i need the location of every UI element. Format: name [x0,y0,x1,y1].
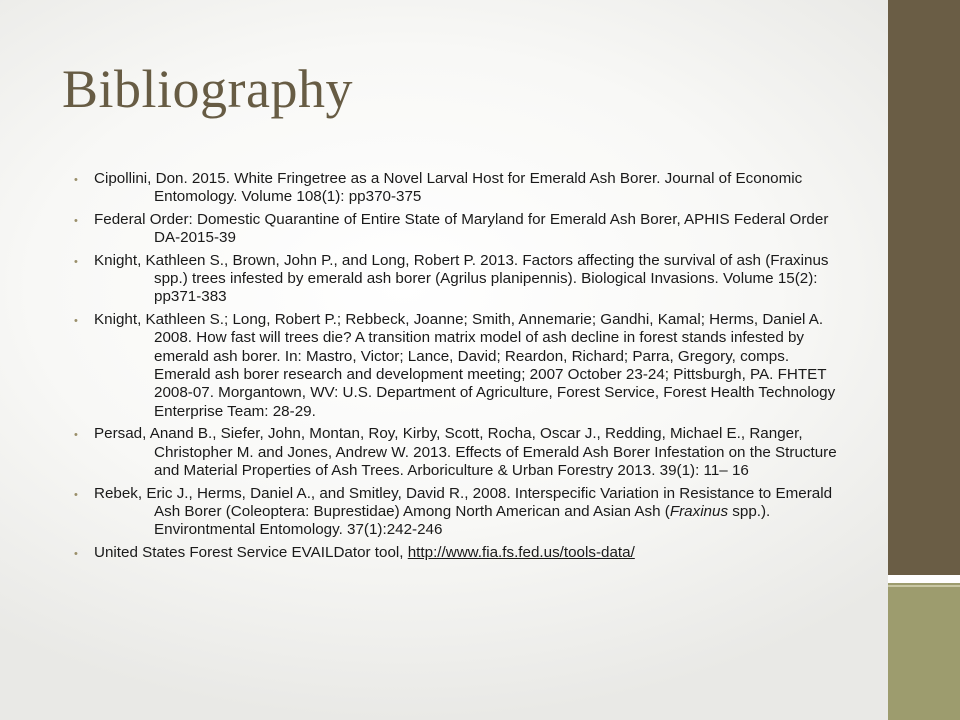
bullet-icon: • [74,429,78,442]
reference-item [74,544,844,562]
reference-text [94,544,844,562]
rebek-text-before: Rebek, Eric J., Herms, Daniel A., and Smitley, David R., 2008. Interspecific Variation in Resistance to Emerald Ash Borer (Coleoptera: Buprestidae) Among North American and Asian Ash ( [94,484,833,520]
reference-item [74,425,844,480]
reference-text: Federal Order: Domestic Quarantine of Entire State of Maryland for Emerald Ash Borer, APHIS Federal Order DA-2015-39 [94,210,829,247]
bullet-icon: • [74,547,78,560]
reference-item [74,252,844,307]
sidebar-accent-line [888,585,960,587]
usfs-text: United States Forest Service EVAILDator tool, [94,543,408,561]
sidebar-divider [888,575,960,583]
reference-item [74,311,844,421]
reference-text: Cipollini, Don. 2015. White Fringetree as a Novel Larval Host for Emerald Ash Borer. Journal of Economic Entomology. Volume 108(1): pp370-375 [94,170,803,206]
slide-title: Bibliography [62,59,353,119]
reference-list [74,170,844,566]
reference-item [74,170,844,207]
reference-text: Persad, Anand B., Siefer, John, Montan, Roy, Kirby, Scott, Rocha, Oscar J., Redding, Michael E., Ranger, Christopher M. and Jones, Andrew W. 2013. Effects of Emerald Ash Borer Infestation on the Structure and Material Properties of Ash Trees. Arboriculture & Urban Forestry 2013. 39(1): 11– 16 [94,425,837,480]
bullet-icon: • [74,174,78,186]
reference-text [94,485,844,540]
sidebar-top [888,0,960,575]
reference-text: Knight, Kathleen S.; Long, Robert P.; Rebbeck, Joanne; Smith, Annemarie; Gandhi, Kamal; Herms, Daniel A. 2008. How fast will trees die? A transition matrix model of ash decline in forest stands infested by emerald ash borer. In: Mastro, Victor; Lance, David; Reardon, Richard; Parra, Gregory, comps. Emerald ash borer research and development meeting; 2007 October 23-24; Pittsburgh, PA. FHTET 2008-07. Morgantown, WV: U.S. Department of Agriculture, Forest Service, Forest Health Technology Enterprise Team: 28-29. [94,310,836,420]
bullet-icon: • [74,214,78,227]
rebek-text-italic: Fraxinus [669,502,729,520]
reference-text: Knight, Kathleen S., Brown, John P., and Long, Robert P. 2013. Factors affecting the survival of ash (Fraxinus spp.) trees infested by emerald ash borer (Agrilus planipennis). Biological Invasions. Volume 15(2): pp371-383 [94,251,829,306]
rebek-text-after: spp.). Environtmental Entomology. 37(1):242-246 [154,502,771,539]
usfs-link[interactable]: http://www.fia.fs.fed.us/tools-data/ [407,543,635,561]
bullet-icon: • [74,314,78,327]
bullet-icon: • [74,255,78,268]
sidebar-bottom [888,583,960,720]
bullet-icon: • [74,488,78,501]
reference-item [74,485,844,540]
reference-item [74,211,844,248]
